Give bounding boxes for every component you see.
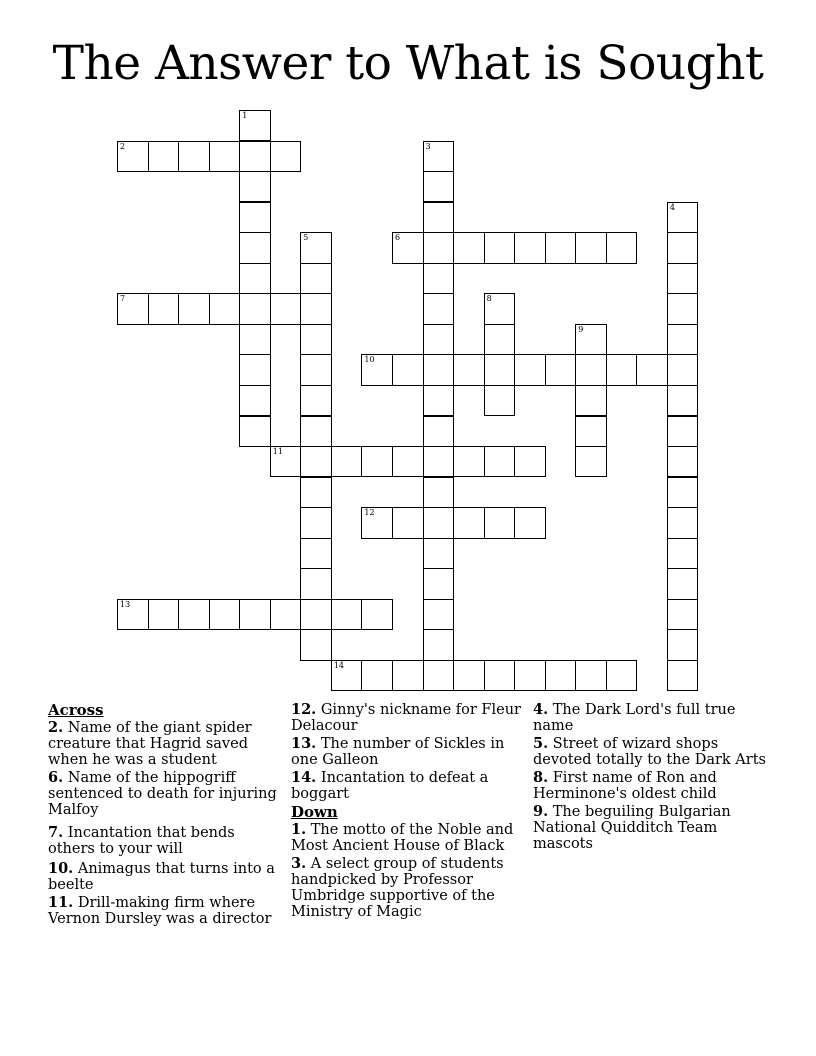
grid-cell[interactable] — [453, 232, 485, 263]
grid-cell[interactable] — [667, 477, 699, 508]
cell-number: 12 — [364, 508, 375, 518]
cell-number: 9 — [578, 324, 584, 334]
grid-cell[interactable] — [484, 354, 516, 385]
grid-cell[interactable] — [606, 660, 638, 691]
grid-cell[interactable] — [606, 232, 638, 263]
grid-cell[interactable] — [300, 507, 332, 538]
grid-cell[interactable] — [514, 660, 546, 691]
grid-cell[interactable] — [423, 416, 455, 447]
grid-cell[interactable] — [392, 354, 424, 385]
grid-cell[interactable] — [514, 232, 546, 263]
grid-cell[interactable] — [423, 538, 455, 569]
cell-number: 2 — [120, 141, 126, 151]
grid-cell[interactable] — [423, 477, 455, 508]
grid-cell[interactable] — [239, 232, 271, 263]
grid-cell[interactable] — [545, 232, 577, 263]
grid-cell[interactable] — [484, 660, 516, 691]
grid-cell[interactable] — [239, 263, 271, 294]
grid-cell[interactable] — [453, 660, 485, 691]
grid-cell[interactable] — [300, 568, 332, 599]
grid-cell[interactable] — [545, 354, 577, 385]
grid-cell[interactable] — [575, 232, 607, 263]
clue-across-7: 7. Incantation that bends others to your will — [48, 824, 235, 857]
grid-cell[interactable] — [453, 354, 485, 385]
grid-cell[interactable] — [148, 599, 180, 630]
clue-down-1: 1. The motto of the Noble and Most Ancient House of Black — [291, 821, 514, 854]
clue-down-4: 4. The Dark Lord's full true name — [533, 701, 736, 734]
grid-cell[interactable] — [453, 446, 485, 477]
grid-cell[interactable] — [239, 599, 271, 630]
grid-cell[interactable] — [178, 141, 210, 172]
cell-number: 7 — [120, 294, 126, 304]
grid-cell[interactable] — [392, 660, 424, 691]
cell-number: 10 — [364, 355, 375, 365]
page-title: The Answer to What is Sought — [52, 36, 764, 91]
cell-number: 6 — [394, 233, 401, 243]
grid-cell[interactable] — [514, 354, 546, 385]
grid-cell[interactable] — [667, 324, 699, 355]
grid-cell[interactable] — [361, 660, 393, 691]
grid-cell[interactable] — [300, 446, 332, 477]
grid-cell[interactable] — [575, 324, 607, 355]
grid-cell[interactable] — [514, 446, 546, 477]
clue-down-3: 3. A select group of students handpicked by Professor Umbridge supportive of the Ministry of Magic — [291, 855, 504, 920]
cell-number: 14 — [333, 660, 345, 670]
across-heading: Across — [48, 701, 104, 719]
grid-cell[interactable] — [423, 385, 455, 416]
grid-cell[interactable] — [392, 446, 424, 477]
grid-cell[interactable] — [667, 629, 699, 660]
grid-cell[interactable] — [575, 446, 607, 477]
grid-cell[interactable] — [361, 507, 393, 538]
grid-cell[interactable] — [117, 599, 149, 630]
grid-cell[interactable] — [484, 324, 516, 355]
cell-number: 11 — [272, 447, 283, 457]
grid-cell[interactable] — [331, 660, 363, 691]
grid-cell[interactable] — [423, 202, 455, 233]
clue-across-6: 6. Name of the hippogriff sentenced to death for injuring Malfoy — [48, 769, 277, 818]
grid-cell[interactable] — [300, 232, 332, 263]
clue-across-12: 12. Ginny's nickname for Fleur Delacour — [291, 701, 521, 734]
grid-cell[interactable] — [667, 416, 699, 447]
grid-cell[interactable] — [423, 324, 455, 355]
clue-across-13: 13. The number of Sickles in one Galleon — [291, 735, 505, 768]
grid-cell[interactable] — [667, 538, 699, 569]
grid-cell[interactable] — [239, 110, 271, 141]
grid-cell[interactable] — [484, 232, 516, 263]
grid-cell[interactable] — [148, 141, 180, 172]
grid-cell[interactable] — [423, 568, 455, 599]
cell-number: 1 — [242, 111, 248, 120]
grid-cell[interactable] — [300, 629, 332, 660]
grid-cell[interactable] — [270, 141, 302, 172]
grid-cell[interactable] — [300, 263, 332, 294]
grid-cell[interactable] — [667, 385, 699, 416]
grid-cell[interactable] — [209, 293, 241, 324]
grid-cell[interactable] — [300, 324, 332, 355]
clue-down-9: 9. The beguiling Bulgarian National Quidditch Team mascots — [533, 803, 731, 852]
clue-column-2 — [291, 702, 527, 922]
grid-cell[interactable] — [575, 354, 607, 385]
grid-cell[interactable] — [667, 446, 699, 477]
grid-cell[interactable] — [667, 354, 699, 385]
clue-column-3 — [533, 702, 769, 854]
grid-cell[interactable] — [667, 507, 699, 538]
grid-cell[interactable] — [239, 416, 271, 447]
cell-number: 8 — [486, 294, 492, 304]
grid-cell[interactable] — [209, 599, 241, 630]
clue-across-14: 14. Incantation to defeat a boggart — [291, 769, 489, 802]
grid-cell[interactable] — [667, 660, 699, 691]
grid-cell[interactable] — [300, 385, 332, 416]
grid-cell[interactable] — [636, 354, 668, 385]
grid-cell[interactable] — [209, 141, 241, 172]
grid-cell[interactable] — [575, 385, 607, 416]
grid-cell[interactable] — [667, 599, 699, 630]
grid-cell[interactable] — [239, 202, 271, 233]
grid-cell[interactable] — [178, 293, 210, 324]
grid-cell[interactable] — [484, 507, 516, 538]
down-heading: Down — [291, 803, 338, 821]
grid-cell[interactable] — [667, 202, 699, 233]
grid-cell[interactable] — [239, 141, 271, 172]
cell-number: 13 — [120, 599, 131, 609]
grid-cell[interactable] — [270, 293, 302, 324]
grid-cell[interactable] — [423, 660, 455, 691]
grid-cell[interactable] — [667, 293, 699, 324]
grid-cell[interactable] — [331, 599, 363, 630]
grid-cell[interactable] — [178, 599, 210, 630]
grid-cell[interactable] — [484, 446, 516, 477]
grid-cell[interactable] — [575, 660, 607, 691]
grid-cell[interactable] — [300, 477, 332, 508]
grid-cell[interactable] — [423, 629, 455, 660]
grid-cell[interactable] — [423, 232, 455, 263]
grid-cell[interactable] — [300, 599, 332, 630]
grid-cell[interactable] — [423, 171, 455, 202]
grid-cell[interactable] — [606, 354, 638, 385]
grid-cell[interactable] — [270, 446, 302, 477]
grid-cell[interactable] — [392, 507, 424, 538]
grid-cell[interactable] — [545, 660, 577, 691]
grid-cell[interactable] — [423, 263, 455, 294]
clue-down-5: 5. Street of wizard shops devoted totally to the Dark Arts — [533, 735, 766, 768]
grid-cell[interactable] — [392, 232, 424, 263]
clue-column-1 — [48, 702, 284, 929]
grid-cell[interactable] — [117, 293, 149, 324]
grid-cell[interactable] — [575, 416, 607, 447]
grid-cell[interactable] — [239, 293, 271, 324]
clue-across-10: 10. Animagus that turns into a beelte — [48, 860, 275, 893]
grid-cell[interactable] — [423, 354, 455, 385]
clue-down-8: 8. First name of Ron and Herminone's oldest child — [533, 769, 717, 802]
grid-cell[interactable] — [300, 538, 332, 569]
grid-cell[interactable] — [239, 324, 271, 355]
cell-number: 3 — [425, 141, 431, 151]
grid-cell[interactable] — [361, 599, 393, 630]
grid-cell[interactable] — [331, 446, 363, 477]
grid-cell[interactable] — [667, 263, 699, 294]
grid-cell[interactable] — [484, 293, 516, 324]
grid-cell[interactable] — [423, 141, 455, 172]
grid-cell[interactable] — [514, 507, 546, 538]
grid-cell[interactable] — [484, 385, 516, 416]
grid-cell[interactable] — [300, 293, 332, 324]
cell-number: 5 — [303, 233, 309, 243]
grid-cell[interactable] — [667, 568, 699, 599]
grid-cell[interactable] — [361, 354, 393, 385]
grid-cell[interactable] — [148, 293, 180, 324]
grid-cell[interactable] — [239, 385, 271, 416]
grid-cell[interactable] — [300, 416, 332, 447]
grid-cell[interactable] — [300, 354, 332, 385]
grid-cell[interactable] — [423, 507, 455, 538]
grid-cell[interactable] — [239, 171, 271, 202]
grid-cell[interactable] — [423, 446, 455, 477]
clue-across-11: 11. Drill-making firm where Vernon Dursley was a director — [48, 894, 272, 927]
grid-cell[interactable] — [423, 293, 455, 324]
grid-cell[interactable] — [239, 354, 271, 385]
grid-cell[interactable] — [270, 599, 302, 630]
grid-cell[interactable] — [423, 599, 455, 630]
cell-number: 4 — [669, 202, 675, 212]
grid-cell[interactable] — [117, 141, 149, 172]
grid-cell[interactable] — [667, 232, 699, 263]
clue-across-2: 2. Name of the giant spider creature that Hagrid saved when he was a student — [48, 719, 252, 768]
grid-cell[interactable] — [453, 507, 485, 538]
grid-cell[interactable] — [361, 446, 393, 477]
